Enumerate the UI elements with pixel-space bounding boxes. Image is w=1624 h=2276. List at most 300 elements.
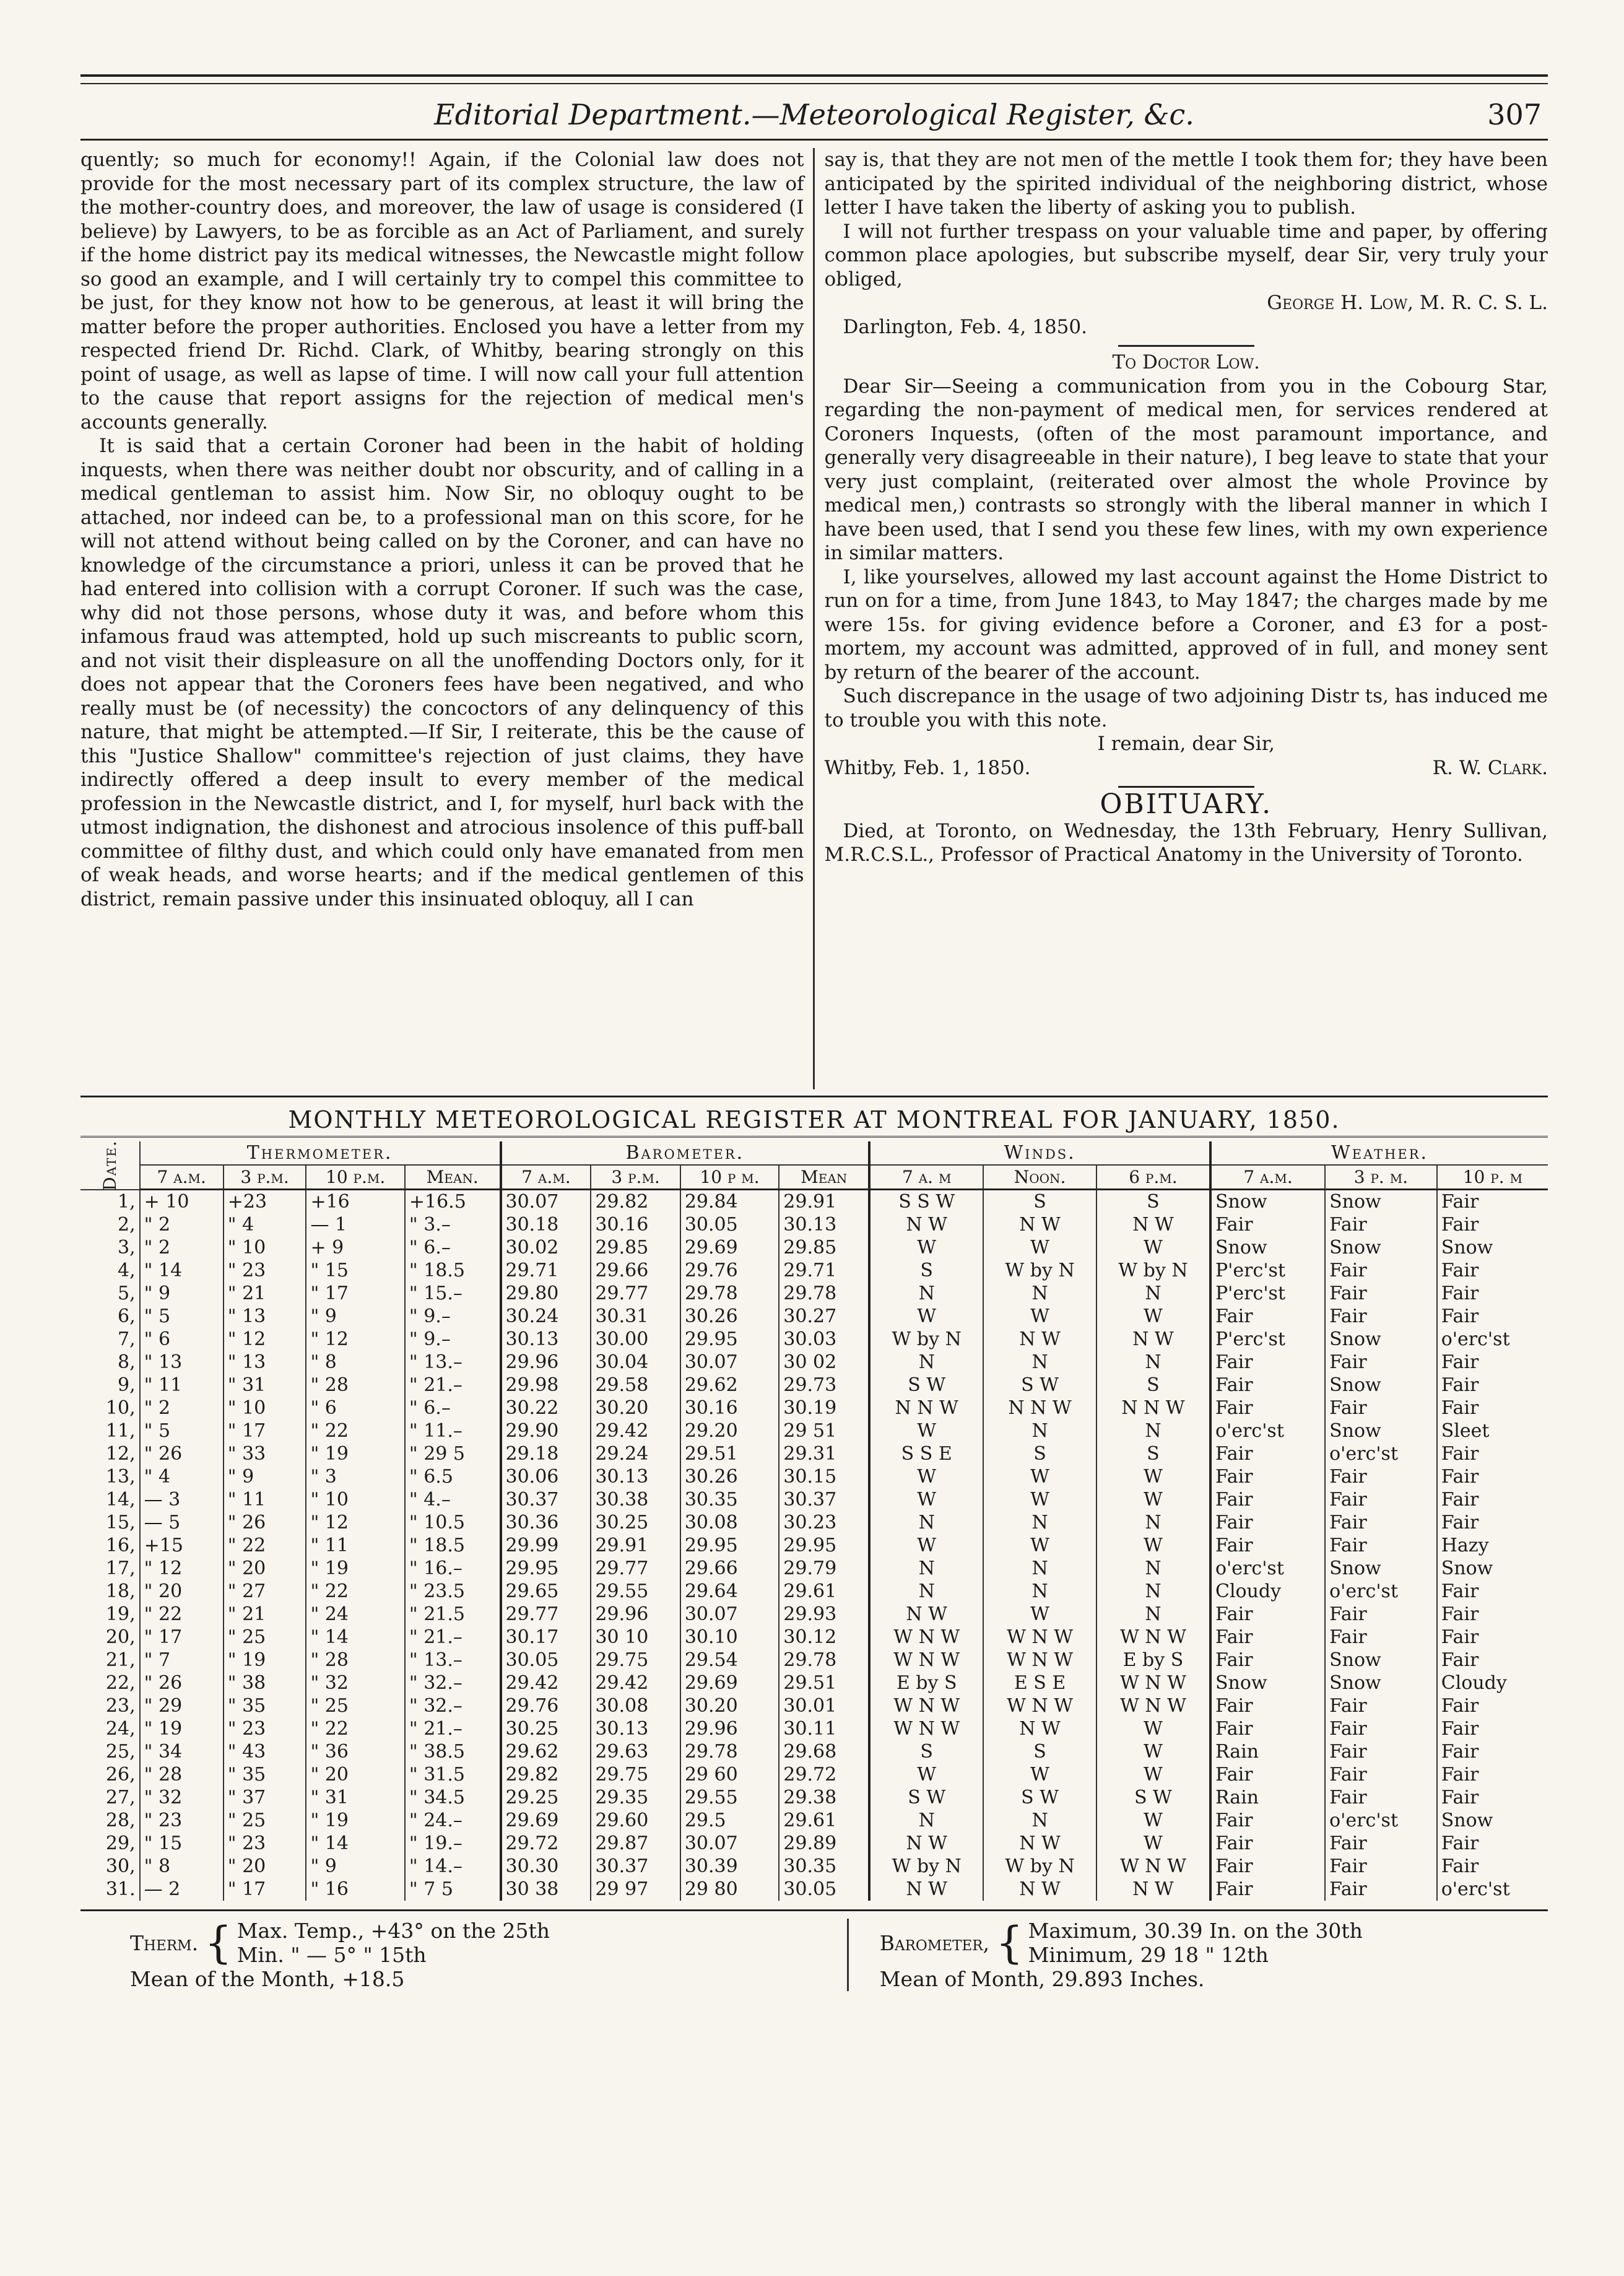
- table-cell: 29.65: [501, 1580, 591, 1603]
- table-cell: W N W: [1096, 1694, 1210, 1717]
- table-cell: 30.12: [779, 1626, 869, 1649]
- table-cell: 30.19: [779, 1397, 869, 1419]
- table-cell: " 4: [140, 1465, 224, 1488]
- table-cell: Fair: [1325, 1213, 1437, 1236]
- wind-6pm-header: 6 p.m.: [1096, 1165, 1210, 1190]
- table-cell: Fair: [1325, 1740, 1437, 1763]
- table-cell: W N W: [1096, 1672, 1210, 1694]
- table-cell: Fair: [1437, 1717, 1548, 1740]
- table-cell: 30 02: [779, 1351, 869, 1374]
- table-cell: N: [1096, 1557, 1210, 1580]
- table-cell: Fair: [1437, 1259, 1548, 1282]
- table-cell: Fair: [1210, 1649, 1325, 1672]
- table-cell: 30.25: [501, 1717, 591, 1740]
- table-row: [80, 1740, 1548, 1763]
- table-cell: W: [1096, 1305, 1210, 1328]
- therm-10pm-header: 10 p.m.: [306, 1165, 404, 1190]
- table-cell: 29.60: [591, 1809, 680, 1832]
- table-cell: 30.07: [680, 1603, 779, 1626]
- table-row: [80, 1626, 1548, 1649]
- table-cell: 30.13: [591, 1465, 680, 1488]
- table-cell: " 20: [224, 1557, 306, 1580]
- table-cell: 29.24: [591, 1442, 680, 1465]
- table-cell: " 23: [224, 1832, 306, 1855]
- table-cell: 29.99: [501, 1534, 591, 1557]
- table-cell: W by N: [869, 1855, 983, 1878]
- table-cell: 4,: [118, 1260, 136, 1281]
- article-columns: [80, 148, 1548, 1089]
- table-cell: W: [869, 1465, 983, 1488]
- table-cell: N: [869, 1282, 983, 1305]
- table-cell: S: [983, 1190, 1096, 1214]
- table-cell: " 2: [140, 1236, 224, 1259]
- table-cell: 30.11: [779, 1717, 869, 1740]
- table-cell: 29.71: [779, 1259, 869, 1282]
- table-cell: S: [1096, 1442, 1210, 1465]
- table-cell: " 38: [224, 1672, 306, 1694]
- table-cell: E S E: [983, 1672, 1096, 1694]
- table-cell: P'erc'st: [1210, 1328, 1325, 1351]
- table-cell: W: [1096, 1534, 1210, 1557]
- table-cell: 5,: [118, 1283, 136, 1304]
- table-cell: Fair: [1325, 1763, 1437, 1786]
- thermometer-summary: [80, 1919, 847, 1991]
- table-cell: W N W: [1096, 1626, 1210, 1649]
- table-cell: 29.18: [501, 1442, 591, 1465]
- table-cell: " 6: [140, 1328, 224, 1351]
- table-cell: 30.07: [680, 1832, 779, 1855]
- table-cell: 22,: [105, 1672, 136, 1694]
- table-cell: 30.16: [591, 1213, 680, 1236]
- table-cell: 30.37: [591, 1855, 680, 1878]
- table-cell: W: [869, 1305, 983, 1328]
- table-cell: Fair: [1210, 1626, 1325, 1649]
- table-cell: Fair: [1437, 1603, 1548, 1626]
- table-cell: 30.25: [591, 1511, 680, 1534]
- table-cell: " 31.5: [405, 1763, 501, 1786]
- table-cell: N: [1096, 1351, 1210, 1374]
- table-cell: Fair: [1210, 1809, 1325, 1832]
- table-cell: 29.77: [591, 1557, 680, 1580]
- table-cell: " 38.5: [405, 1740, 501, 1763]
- therm-7am-header: 7 a.m.: [140, 1165, 224, 1190]
- table-cell: Fair: [1325, 1694, 1437, 1717]
- table-cell: Snow: [1437, 1557, 1548, 1580]
- table-cell: " 6: [306, 1397, 404, 1419]
- table-cell: 29.85: [591, 1236, 680, 1259]
- letter2-closing: I remain, dear Sir,: [1097, 733, 1275, 755]
- table-cell: o'erc'st: [1210, 1419, 1325, 1442]
- table-cell: 29.82: [501, 1763, 591, 1786]
- table-cell: " 12: [224, 1328, 306, 1351]
- table-cell: Snow: [1210, 1190, 1325, 1214]
- table-cell: N: [1096, 1419, 1210, 1442]
- table-cell: " 20: [140, 1580, 224, 1603]
- table-cell: 29.95: [779, 1534, 869, 1557]
- table-cell: " 15: [140, 1832, 224, 1855]
- table-cell: " 32.–: [405, 1672, 501, 1694]
- table-cell: N: [1096, 1282, 1210, 1305]
- table-cell: Fair: [1437, 1740, 1548, 1763]
- table-cell: W: [1096, 1763, 1210, 1786]
- therm-extremes: [130, 1919, 847, 1967]
- table-row: [80, 1534, 1548, 1557]
- table-cell: Snow: [1325, 1328, 1437, 1351]
- table-cell: 29.20: [680, 1419, 779, 1442]
- table-cell: 30.07: [501, 1190, 591, 1214]
- table-cell: 19,: [105, 1603, 136, 1625]
- table-row: [80, 1351, 1548, 1374]
- table-cell: 29.51: [779, 1672, 869, 1694]
- therm-mean-header: Mean.: [405, 1165, 501, 1190]
- table-cell: 30.05: [680, 1213, 779, 1236]
- table-cell: 29.78: [680, 1740, 779, 1763]
- table-cell: N W: [869, 1878, 983, 1901]
- table-cell: " 35: [224, 1763, 306, 1786]
- table-cell: Cloudy: [1210, 1580, 1325, 1603]
- table-cell: S W: [869, 1374, 983, 1397]
- letter1-paragraph-1: say is, that they are not men of the mettle I took them for; they have been anticipated by the spirited individual of the neighboring district, whose letter I have taken the liberty of asking you to publish.: [824, 149, 1548, 219]
- table-cell: " 17: [306, 1282, 404, 1305]
- table-cell: Fair: [1325, 1465, 1437, 1488]
- table-cell: W: [1096, 1465, 1210, 1488]
- therm-extremes-values: [237, 1919, 550, 1967]
- baro-mean: Mean of Month, 29.893 Inches.: [879, 1967, 1205, 1991]
- table-cell: N: [869, 1351, 983, 1374]
- table-cell: W N W: [983, 1649, 1096, 1672]
- table-cell: 29.96: [501, 1351, 591, 1374]
- divider: [1118, 345, 1254, 347]
- table-cell: 29.95: [680, 1328, 779, 1351]
- table-row: [80, 1419, 1548, 1442]
- table-row: [80, 1465, 1548, 1488]
- table-cell: Snow: [1437, 1809, 1548, 1832]
- weather-7am-header: 7 a.m.: [1210, 1165, 1325, 1190]
- table-cell: " 6.5: [405, 1465, 501, 1488]
- table-cell: 29.69: [680, 1236, 779, 1259]
- table-cell: 23,: [105, 1695, 136, 1717]
- table-cell: 30.36: [501, 1511, 591, 1534]
- letter1-signature: George H. Low, M. R. C. S. L.: [1267, 292, 1548, 314]
- table-cell: " 34.5: [405, 1786, 501, 1809]
- table-cell: E by S: [869, 1672, 983, 1694]
- table-cell: " 13: [224, 1351, 306, 1374]
- table-cell: Fair: [1325, 1832, 1437, 1855]
- table-cell: Snow: [1325, 1374, 1437, 1397]
- table-cell: 29.77: [501, 1603, 591, 1626]
- table-cell: 30.08: [591, 1694, 680, 1717]
- table-cell: 30.06: [501, 1465, 591, 1488]
- page: [80, 74, 1548, 1991]
- letter2-paragraph-2: I, like yourselves, allowed my last account against the Home District to run on for a time, from June 1843, to May 1847; the charges made by me were 15s. for giving evidence before a Coroner, and £3 for a post-mortem, my account was admitted, approved of in full, and money sent by return of the bearer of the account.: [824, 565, 1548, 684]
- table-cell: 29.72: [779, 1763, 869, 1786]
- baro-7am-header: 7 a.m.: [501, 1165, 591, 1190]
- table-cell: " 5: [140, 1419, 224, 1442]
- table-cell: 29.91: [591, 1534, 680, 1557]
- table-cell: 29,: [105, 1833, 136, 1854]
- table-cell: 29 97: [591, 1878, 680, 1901]
- table-cell: N: [869, 1511, 983, 1534]
- table-cell: " 12: [306, 1328, 404, 1351]
- table-cell: 29.66: [680, 1557, 779, 1580]
- table-cell: N: [869, 1557, 983, 1580]
- table-cell: Fair: [1437, 1763, 1548, 1786]
- letter2-signoff: [825, 756, 1548, 780]
- table-cell: o'erc'st: [1325, 1442, 1437, 1465]
- table-cell: " 19: [306, 1557, 404, 1580]
- table-cell: 27,: [105, 1787, 136, 1808]
- table-cell: N W: [983, 1213, 1096, 1236]
- table-cell: 29.79: [779, 1557, 869, 1580]
- table-cell: " 10.5: [405, 1511, 501, 1534]
- table-cell: W: [869, 1763, 983, 1786]
- table-cell: 29.42: [591, 1672, 680, 1694]
- table-cell: 30.05: [501, 1649, 591, 1672]
- table-cell: Fair: [1437, 1832, 1548, 1855]
- table-cell: S W: [1096, 1786, 1210, 1809]
- table-cell: Fair: [1437, 1855, 1548, 1878]
- table-cell: Snow: [1210, 1236, 1325, 1259]
- table-row: [80, 1511, 1548, 1534]
- table-cell: " 14.–: [405, 1855, 501, 1878]
- table-cell: 30 10: [591, 1626, 680, 1649]
- table-cell: " 7 5: [405, 1878, 501, 1901]
- table-cell: 7,: [118, 1328, 136, 1350]
- table-cell: 17,: [105, 1558, 136, 1579]
- table-cell: Fair: [1210, 1694, 1325, 1717]
- table-cell: " 17: [224, 1419, 306, 1442]
- table-cell: " 18.5: [405, 1259, 501, 1282]
- table-cell: " 37: [224, 1786, 306, 1809]
- table-cell: Fair: [1210, 1603, 1325, 1626]
- table-cell: S W: [869, 1786, 983, 1809]
- table-cell: " 32: [306, 1672, 404, 1694]
- table-cell: 8,: [118, 1351, 136, 1373]
- table-cell: W N W: [869, 1626, 983, 1649]
- table-cell: 29.78: [779, 1649, 869, 1672]
- table-cell: W: [983, 1465, 1096, 1488]
- table-row: [80, 1442, 1548, 1465]
- table-row: [80, 1809, 1548, 1832]
- table-cell: 29.78: [779, 1282, 869, 1305]
- table-cell: N: [983, 1809, 1096, 1832]
- table-cell: 30.10: [680, 1626, 779, 1649]
- table-cell: 29.96: [680, 1717, 779, 1740]
- table-cell: 29.55: [680, 1786, 779, 1809]
- table-cell: " 19: [224, 1649, 306, 1672]
- table-cell: Fair: [1325, 1878, 1437, 1901]
- table-cell: W: [983, 1236, 1096, 1259]
- baro-max: Maximum, 30.39 In. on the 30th: [1028, 1919, 1363, 1943]
- table-cell: " 26: [224, 1511, 306, 1534]
- table-cell: 29.69: [680, 1672, 779, 1694]
- table-cell: 29.69: [501, 1809, 591, 1832]
- left-paragraph-2: It is said that a certain Coroner had been in the habit of holding inquests, when there was neither doubt nor obscurity, and of calling in a medical gentleman to assist him. Now Sir, no obloquy ought to be attached, nor indeed can be, to a professional man on this score, for he will not attend without being called on by the Coroner, and can have no knowledge of the circumstance a priori, unless it can be proved that he had entered into collision with a corrupt Coroner. If such was the case, why did not those persons, whose duty it was, and before whom this infamous fraud was attempted, hold up such miscreants to public scorn, and not visit their displeasure on all the unoffending Doctors only, for it does not appear that the Coroners fees have been negatived, and who really must be (of necessity) the concoctors of any delinquency of this nature, that might be attempted.—If Sir, I reiterate, this be the cause of this "Justice Shallow" committee's rejection of just claims, they have indirectly offered a deep insult to every member of the medical profession in the Newcastle district, and I, for myself, hurl back with the utmost indignation, the dishonest and atrocious insolence of this puff-ball committee of filthy dust, and which could only have emanated from men of weak heads, and worse hearts; and if the medical gentlemen of this district, remain passive under this insinuated obloquy, all I can: [80, 435, 804, 910]
- table-cell: 13,: [105, 1466, 136, 1488]
- table-cell: " 16: [306, 1878, 404, 1901]
- table-cell: Snow: [1325, 1190, 1437, 1214]
- table-cell: 24,: [105, 1718, 136, 1740]
- table-cell: 30.26: [680, 1305, 779, 1328]
- table-cell: Fair: [1210, 1855, 1325, 1878]
- table-cell: N: [1096, 1603, 1210, 1626]
- table-cell: Snow: [1437, 1236, 1548, 1259]
- table-cell: 29.84: [680, 1190, 779, 1214]
- wind-noon-header: Noon.: [983, 1165, 1096, 1190]
- table-cell: +15: [140, 1534, 224, 1557]
- table-cell: W: [1096, 1717, 1210, 1740]
- table-cell: N W: [869, 1603, 983, 1626]
- table-cell: 6,: [118, 1306, 136, 1327]
- table-cell: Snow: [1325, 1419, 1437, 1442]
- table-row: [80, 1717, 1548, 1740]
- table-cell: Fair: [1210, 1305, 1325, 1328]
- table-cell: Fair: [1437, 1786, 1548, 1809]
- table-cell: 29.95: [680, 1534, 779, 1557]
- table-cell: " 3: [306, 1465, 404, 1488]
- table-cell: " 19.–: [405, 1832, 501, 1855]
- section-rule: [80, 1096, 1548, 1097]
- table-cell: " 25: [224, 1626, 306, 1649]
- meteorological-table: [80, 1141, 1548, 1901]
- table-cell: Snow: [1325, 1672, 1437, 1694]
- table-cell: 29.64: [680, 1580, 779, 1603]
- table-cell: 30.17: [501, 1626, 591, 1649]
- table-cell: N: [869, 1580, 983, 1603]
- table-cell: " 21: [224, 1282, 306, 1305]
- table-cell: 20,: [105, 1626, 136, 1648]
- table-cell: 10,: [105, 1397, 136, 1419]
- table-cell: " 9: [306, 1855, 404, 1878]
- table-cell: " 12: [306, 1511, 404, 1534]
- table-cell: " 10: [306, 1488, 404, 1511]
- letter2-place-date: Whitby, Feb. 1, 1850.: [824, 756, 1031, 779]
- table-cell: 31.: [105, 1878, 136, 1900]
- table-cell: 12,: [105, 1443, 136, 1465]
- table-cell: " 21.–: [405, 1717, 501, 1740]
- barometer-header: Barometer.: [501, 1141, 870, 1165]
- table-cell: 29.80: [501, 1282, 591, 1305]
- table-cell: 29.96: [591, 1603, 680, 1626]
- table-cell: " 15: [306, 1259, 404, 1282]
- table-cell: " 13: [224, 1305, 306, 1328]
- table-cell: " 14: [306, 1626, 404, 1649]
- table-cell: — 1: [306, 1213, 404, 1236]
- table-cell: 30.07: [680, 1351, 779, 1374]
- weather-10pm-header: 10 p. m: [1437, 1165, 1548, 1190]
- table-cell: " 33: [224, 1442, 306, 1465]
- table-row: [80, 1236, 1548, 1259]
- table-cell: P'erc'st: [1210, 1282, 1325, 1305]
- brace-icon: {: [996, 1917, 1023, 1968]
- table-cell: 29.38: [779, 1786, 869, 1809]
- table-row: [80, 1213, 1548, 1236]
- table-row: [80, 1397, 1548, 1419]
- date-header-label: Date.: [99, 1139, 120, 1191]
- table-cell: W: [869, 1488, 983, 1511]
- table-cell: Fair: [1210, 1763, 1325, 1786]
- table-cell: " 35: [224, 1694, 306, 1717]
- table-cell: " 4.–: [405, 1488, 501, 1511]
- letter1-place-date: Darlington, Feb. 4, 1850.: [843, 315, 1087, 338]
- table-row: [80, 1374, 1548, 1397]
- header-title: Editorial Department.—Meteorological Register, &c.: [434, 98, 1194, 131]
- table-cell: S: [1096, 1374, 1210, 1397]
- table-cell: 29 51: [779, 1419, 869, 1442]
- page-number: 307: [1487, 98, 1542, 131]
- table-cell: 29.75: [591, 1649, 680, 1672]
- table-cell: o'erc'st: [1210, 1557, 1325, 1580]
- divider: [1118, 786, 1254, 788]
- table-cell: 30.22: [501, 1397, 591, 1419]
- table-cell: " 13.–: [405, 1649, 501, 1672]
- table-row: [80, 1305, 1548, 1328]
- table-cell: W by N: [1096, 1259, 1210, 1282]
- table-cell: " 19: [306, 1809, 404, 1832]
- table-cell: Fair: [1210, 1397, 1325, 1419]
- table-cell: 30.13: [501, 1328, 591, 1351]
- table-cell: N W: [983, 1328, 1096, 1351]
- table-cell: " 18.5: [405, 1534, 501, 1557]
- baro-3pm-header: 3 p.m.: [591, 1165, 680, 1190]
- table-cell: Fair: [1325, 1488, 1437, 1511]
- table-cell: W by N: [869, 1328, 983, 1351]
- therm-max: Max. Temp., +43° on the 25th: [237, 1919, 550, 1943]
- table-cell: o'erc'st: [1325, 1580, 1437, 1603]
- table-cell: W N W: [1096, 1855, 1210, 1878]
- table-cell: 1,: [118, 1190, 136, 1213]
- table-cell: " 22: [306, 1580, 404, 1603]
- letter2-signature: R. W. Clark.: [1432, 756, 1548, 779]
- table-cell: " 17: [140, 1626, 224, 1649]
- table-cell: 25,: [105, 1741, 136, 1763]
- table-cell: 29 60: [680, 1763, 779, 1786]
- winds-header: Winds.: [869, 1141, 1210, 1165]
- table-cell: 28,: [105, 1810, 136, 1831]
- table-cell: " 15.–: [405, 1282, 501, 1305]
- table-cell: N: [983, 1511, 1096, 1534]
- table-cell: " 28: [306, 1649, 404, 1672]
- table-cell: P'erc'st: [1210, 1259, 1325, 1282]
- table-cell: 29.61: [779, 1809, 869, 1832]
- table-cell: Snow: [1325, 1236, 1437, 1259]
- table-cell: 11,: [105, 1420, 136, 1442]
- table-cell: 30.03: [779, 1328, 869, 1351]
- table-cell: 30.38: [591, 1488, 680, 1511]
- table-cell: 29.42: [501, 1672, 591, 1694]
- table-cell: Fair: [1210, 1511, 1325, 1534]
- table-cell: Fair: [1437, 1397, 1548, 1419]
- table-cell: 30.00: [591, 1328, 680, 1351]
- right-column: [815, 148, 1548, 1089]
- table-cell: W N W: [983, 1626, 1096, 1649]
- table-row: [80, 1259, 1548, 1282]
- table-cell: " 2: [140, 1397, 224, 1419]
- table-cell: " 19: [306, 1442, 404, 1465]
- table-cell: 29.82: [591, 1190, 680, 1214]
- table-cell: Fair: [1437, 1626, 1548, 1649]
- table-cell: 30.27: [779, 1305, 869, 1328]
- table-cell: 30.04: [591, 1351, 680, 1374]
- table-cell: " 23: [224, 1259, 306, 1282]
- table-cell: Fair: [1210, 1488, 1325, 1511]
- table-cell: " 26: [140, 1672, 224, 1694]
- table-cell: N W: [1096, 1213, 1210, 1236]
- table-cell: 3,: [118, 1237, 136, 1258]
- table-cell: N W: [983, 1717, 1096, 1740]
- table-cell: " 28: [306, 1374, 404, 1397]
- table-cell: N N W: [1096, 1397, 1210, 1419]
